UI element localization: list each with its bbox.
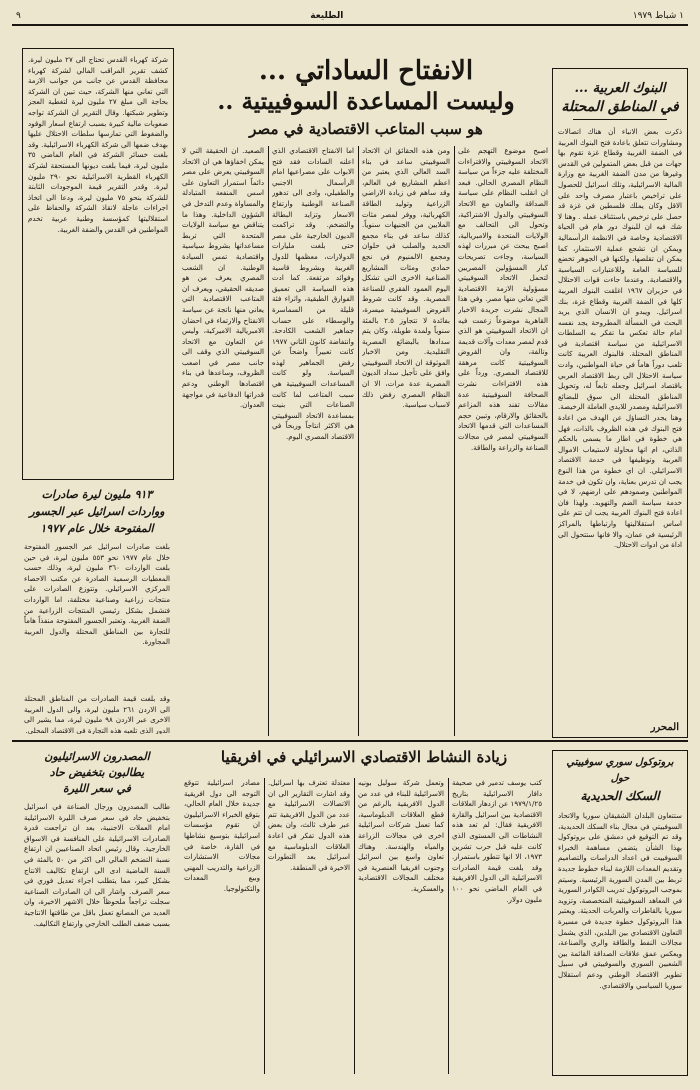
main-article-col2: ومن هذه الحقائق ان الاتحاد السوفييتي ساعد في بناء السد العالي الذي يعتبر من اعظم المشاريع في العالم، وقد ساهم في زيادة الاراضي الزراعية وتوليد الطاقة الكهربائية، ووفر لمصر مئات الملايين من الجنيهات سنوياً. كذلك ساعد في بناء مجمع الحديد والصلب في حلوان ومجمع الالمنيوم في نجع حمادي ومئات المشاريع الصناعية الاخرى التي تشكل اليوم العمود الفقري للصناعة المصرية. وقد كانت شروط القروض السوفييتية ميسرة، بفائدة لا تتجاوز ٢.٥ بالمئة سنوياً ولمدة طويلة، وكان يتم سدادها بالبضائع المصرية التقليدية. ومن الاخبار الموثوقة ان الاتحاد السوفييتي وافق على تأجيل سداد الديون المصرية عدة مرات، الا ان النظام المصري رفض ذلك لاسباب سياسية. — [362, 146, 450, 410]
bottom-right-title-line2: حول — [610, 773, 630, 784]
right-column-box — [552, 68, 688, 738]
left-mid-headline-line3: المفتوحة خلال عام ١٩٧٧ — [40, 522, 154, 535]
main-article-col1: اصبح موضوع التهجم على الاتحاد السوفييتي والافتراءات المختلفة عليه جزءاً من سياسة النظام المصري الحالي. فبعد ان انقلب النظام على سياسة الصداقة والتعاون مع الاتحاد السوفييتي والدول الاشتراكية، وتحول الى التحالف مع الولايات المتحدة والامبريالية، اصبح يبحث عن مبررات لهذه السياسة، وجاءت تصريحات كبار المسؤولين المصريين لتحمل الاتحاد السوفييتي مسؤولية الازمة الاقتصادية التي تعاني منها مصر. وفي هذا المجال نشرت جريدة الاخبار القاهرية موضوعاً زعمت فيه ان الاتحاد السوفييتي هو الذي قدم لمصر معدات وآلات قديمة وتالفة، وان القروض السوفييتية كانت مرهقة للاقتصاد المصري. ورداً على هذه الافتراءات نشرت الصحافة السوفييتية عدة مقالات تفند هذه المزاعم بالحقائق والارقام، وتبين حجم المساعدات التي قدمها الاتحاد السوفييتي لمصر في مجالات الصناعة والزراعة والطاقة. — [458, 146, 548, 452]
bottom-article-headline: زيادة النشاط الاقتصادي الاسرائيلي في افريقيا — [220, 748, 508, 766]
left-bottom-headline-line1: المصدرون الاسرائيليون — [44, 750, 150, 763]
main-article-col3: اما الانفتاح الاقتصادي الذي اعلنه السادات فقد فتح الابواب على مصراعيها امام الرأسمال الاجنبي والطفيلي، وادى الى تدهور الصناعة الوطنية وارتفاع الاسعار وتزايد البطالة والتضخم. وقد تراكمت الديون الخارجية على مصر حتى بلغت مليارات الدولارات، معظمها للدول الغربية وبشروط قاسية وفوائد مرتفعة. كما ادت هذه السياسة الى تعميق الفوارق الطبقية، واثراء فئة قليلة من السماسرة والوسطاء على حساب جماهير الشعب الكادحة. وانتفاضة كانون الثاني ١٩٧٧ كانت تعبيراً واضحاً عن رفض الجماهير لهذه السياسة. ولو كانت المساعدات السوفييتية هي سبب المتاعب لما كانت الصناعات التي بنيت بمساعدة الاتحاد السوفييتي هي الاكثر انتاجاً وربحاً في الاقتصاد المصري اليوم. — [272, 146, 354, 442]
left-top-body: شركة كهرباء القدس تحتاج الى ٢٧ مليون ليرة. كشف تقرير المراقب المالي لشركة كهرباء محافظة القدس عن جانب من جوانب الازمة التي تعاني منها الشركة، حيث تبين ان الشركة بحاجة الى مبلغ ٢٧ مليون ليرة لتغطية العجز وتطوير شبكتها. وقال التقرير ان الشركة تواجه صعوبات مالية كبيرة بسبب ارتفاع اسعار الوقود والضغوط التي تمارسها سلطات الاحتلال عليها بهدف ضمها الى شركة الكهرباء الاسرائيلية. وقد بلغت خسائر الشركة في العام الماضي ٣٥ مليون ليرة، فيما بلغت ديونها المستحقة لشركة الكهرباء القطرية الاسرائيلية نحو ٢٩٠ مليون ليرة. وقدر التقرير قيمة الموجودات الثابتة للشركة بنحو ٧٥ مليون ليرة، ودعا الى اتخاذ اجراءات عاجلة لانقاذ الشركة والحفاظ على استقلاليتها كمؤسسة وطنية عربية تخدم المواطنين في القدس والضفة الغربية. — [28, 55, 168, 234]
bottom-right-title-line3: السكك الحديدية — [580, 789, 660, 803]
issue-date: ١ شباط ١٩٧٩ — [632, 11, 684, 21]
main-headline-line2: وليست المساعدة السوفييتية .. — [217, 88, 515, 115]
left-mid-headline-line2: وواردات اسرائيل عبر الجسور — [29, 505, 165, 518]
main-headline-line1: الانفتاح الساداتي ... — [258, 56, 474, 86]
left-bottom-headline-line3: في سعر الليرة — [63, 782, 131, 795]
page-header — [12, 8, 688, 26]
right-column-body: ذكرت بعض الانباء أن هناك اتصالات ومشاورات تتعلق باعادة فتح البنوك العربية في الضفة الغربية وقطاع غزة تقوم بها جهات من قبل بعض المتمولين في القدس وغيرها من مدن الضفة الغربية مع وزارة المالية الاسرائيلية، وتلك اسرائيل للحصول على تراخيص باعتبار مصرف واحد على الاقل وكان يملك فلسطين في غزة قد حصل على ترخيص باستئناف عمله . وهنا لا شك فيه ان للبنوك دور هام في الحياة الاقتصادية وخاصة في الانظمة الرأسمالية ويمكن ان تشجع عملية الاستثمار، كما يمكن ان تقلصها، ولكنها في الجوهر تخضع للسياسة العامة وللاعتبارات السياسية والاقتصادية. وعندما جاءت قوات الاحتلال في حزيران ١٩٦٧ اغلقت البنوك العربية كلها في الضفة الغربية وقطاع غزة، بنك اسرائيل. ويبدو ان الانسان الذي يريد البحث في المسألة المطروحة يجد نفسه امام حالة تعكس ما تفكر به السلطات الاسرائيلية من سياسة اقتصادية في المناطق المحتلة. فالبنوك العربية كانت تلعب دوراً هاماً في حياة المواطنين، وادت سياسة الاحتلال الى ربط الاقتصاد العربي باقتصاد اسرائيل وجعله تابعاً له، وتحويل المناطق المحتلة الى سوق للبضائع الاسرائيلية ومصدر للايدي العاملة الرخيصة. وهنا يجدر التساؤل عن الهدف من اعادة فتح البنوك في هذه الظروف بالذات، فهل هي خطوة في اطار ما يسمى بالحكم الذاتي، ام انها محاولة لاستيعاب الاموال العربية وتوظيفها في خدمة الاقتصاد الاسرائيلي. ان اي خطوة من هذا النوع يجب ان تدرس بعناية، وان تكون في خدمة المواطنين وصمودهم على ارضهم، لا في خدمة سياسة الضم والتهويد. ولهذا فان اعادة فتح البنوك العربية يجب ان تتم على اساس استقلاليتها وارتباطها بالمراكز الرئيسية في عمان، والا فانها ستتحول الى اداة من ادوات الاحتلال. — [558, 127, 682, 550]
right-column-title-line1: البنوك العربية ... — [574, 81, 666, 96]
section-title: الطليعة — [310, 11, 344, 21]
main-article-col4: الصعيد. ان الحقيقة التي لا يمكن اخفاؤها هي ان الاتحاد السوفييتي يعرض على مصر دائماً استمرار التعاون على اسس المنفعة المتبادلة والمساواة وعدم التدخل في الشؤون الداخلية. وهذا ما يتناقض مع سياسة الولايات المتحدة التي تربط مساعداتها بشروط سياسية واقتصادية تمس السيادة الوطنية. ان الشعب المصري يعرف من هو صديقه الحقيقي، ويعرف ان المتاعب الاقتصادية التي يعاني منها ناتجة عن سياسة الانفتاح والارتماء في احضان الامبريالية الاميركية، وليس عن التعاون مع الاتحاد السوفييتي الذي وقف الى جانب مصر في اصعب الظروف، وساعدها في بناء اقتصادها الوطني ودعم قدراتها الدفاعية في مواجهة العدوان. — [182, 146, 264, 410]
right-column-signature: المحرر — [650, 722, 679, 733]
left-top-box — [22, 48, 174, 480]
bottom-right-title-line1: بروتوكول سوري سوفييتي — [566, 757, 674, 768]
bottom-article-col3: معتدلة تعترف بها اسرائيل. وقد اشارت التقارير الى ان الاتصالات الاسرائيلية مع عدد من الدول الافريقية تتم عبر طرف ثالث، وان بعض هذه الدول تفكر في اعادة العلاقات الدبلوماسية مع اسرائيل بعد التطورات الاخيرة في المنطقة. — [268, 778, 350, 872]
right-column-title-line2: في المناطق المحتلة — [561, 99, 679, 115]
bottom-right-box — [552, 750, 688, 1076]
page-number: ٩ — [16, 11, 21, 21]
left-bottom-body: طالب المصدرون ورجال الصناعة في اسرائيل بتخفيض حاد في سعر صرف الليرة الاسرائيلية امام العملات الاجنبية، بعد ان تراجعت قدرة الصادرات الاسرائيلية على المنافسة في الاسواق الخارجية. وقال رئيس اتحاد الصناعيين ان ارتفاع نسبة التضخم المالي الى اكثر من ٥٠ بالمئة في السنة الماضية ادى الى ارتفاع تكاليف الانتاج بشكل كبير، مما يتطلب اجراء تعديل فوري في سعر الصرف. واشار الى ان الصادرات الصناعية سجلت تراجعاً ملحوظاً خلال الاشهر الاخيرة، وان العديد من المصانع تعمل باقل من طاقتها الانتاجية بسبب ضعف الطلب الخارجي وارتفاع التكاليف. — [24, 802, 170, 928]
main-headline-line3: هو سبب المتاعب الاقتصادية في مصر — [249, 120, 483, 138]
bottom-article-col1: كتب يوسف تدمير في صحيفة دافار الاسرائيلية بتاريخ ١٩٧٩/١/٢٥ عن ازدهار العلاقات الاقتصادية بين اسرائيل والقارة الافريقية فقال: لم تعد هذه النشاطات الى المستوى الذي كانت عليه قبل حرب تشرين ١٩٧٣، الا انها تتطور باستمرار. وقد بلغت قيمة الصادرات الاسرائيلية الى الدول الافريقية في العام الماضي نحو ١٠٠ مليون دولار. — [452, 778, 542, 904]
left-mid-body2: وقد بلغت قيمة الصادرات من المناطق المحتلة الى الاردن ٢٦١ مليون ليرة، والى الدول العربية الاخرى عبر الاردن ٩٨ مليون ليرة، مما يشير الى الدور الذي تلعبه هذه التجارة في الاقتصاد المحلي. — [24, 694, 170, 734]
newspaper-page — [12, 8, 688, 1080]
bottom-article-col4: مصادر اسرائيلية تتوقع التوجه الى دول افريقية جديدة خلال العام الحالي، بتوقع الخبراء الاسرائيليون ان تقوم مؤسسات اسرائيلية بتوسيع نشاطها في القارة، خاصة في مجالات الاستشارات الزراعية والتدريب المهني وبيع المعدات والتكنولوجيا. — [184, 778, 260, 893]
left-mid-headline-line1: ٩١٣ مليون ليرة صادرات — [41, 488, 153, 501]
left-mid-body: بلغت صادرات اسرائيل عبر الجسور المفتوحة خلال عام ١٩٧٧ نحو ٥٥٣ مليون ليرة، في حين بلغت الواردات ٣٦٠ مليون ليرة، وذلك حسب المعطيات الرسمية الصادرة عن مكتب الاحصاء المركزي الاسرائيلي. وتتوزع الصادرات على منتجات زراعية وصناعية مختلفة، اما الواردات فتشمل بشكل رئيسي المنتجات الزراعية من الضفة الغربية. وتعتبر الجسور المفتوحة منفذاً هاماً للتجارة بين المناطق المحتلة والدول العربية المجاورة. — [24, 542, 170, 647]
bottom-article-col2: وتعمل شركة سوليل بونيه الاسرائيلية للبناء في عدد من الدول الافريقية بالرغم من قطع العلاقات الدبلوماسية، كما تعمل شركات اسرائيلية اخرى في مجالات الزراعة والمياه والهندسة. وهناك تعاون واسع بين اسرائيل وجنوب افريقيا العنصرية في مختلف المجالات الاقتصادية والعسكرية. — [358, 778, 444, 893]
left-bottom-headline-line2: يطالبون بتخفيض حاد — [49, 766, 145, 779]
bottom-right-body: ستتعاون البلدان الشقيقان سوريا والاتحاد السوفييتي في مجال بناء السكك الحديدية، وقد تم التوقيع في دمشق على بروتوكول بهذا الشأن يتضمن مساهمة الخبراء السوفييت في اعداد الدراسات والتصاميم وتقديم المعدات اللازمة لبناء خطوط جديدة تربط بين المدن السورية الرئيسية. وسيتم بموجب البروتوكول تدريب الكوادر السورية في المعاهد السوفييتية المتخصصة، وتزويد سوريا بالقاطرات والعربات الحديثة. ويعتبر هذا البروتوكول خطوة جديدة في مسيرة التعاون الاقتصادي بين البلدين، الذي يشمل مجالات النفط والطاقة والري والصناعة، ويعكس عمق علاقات الصداقة القائمة بين الشعبين السوري والسوفييتي في سبيل تطوير الاقتصاد الوطني ودعم استقلال سوريا السياسي والاقتصادي. — [558, 811, 682, 990]
